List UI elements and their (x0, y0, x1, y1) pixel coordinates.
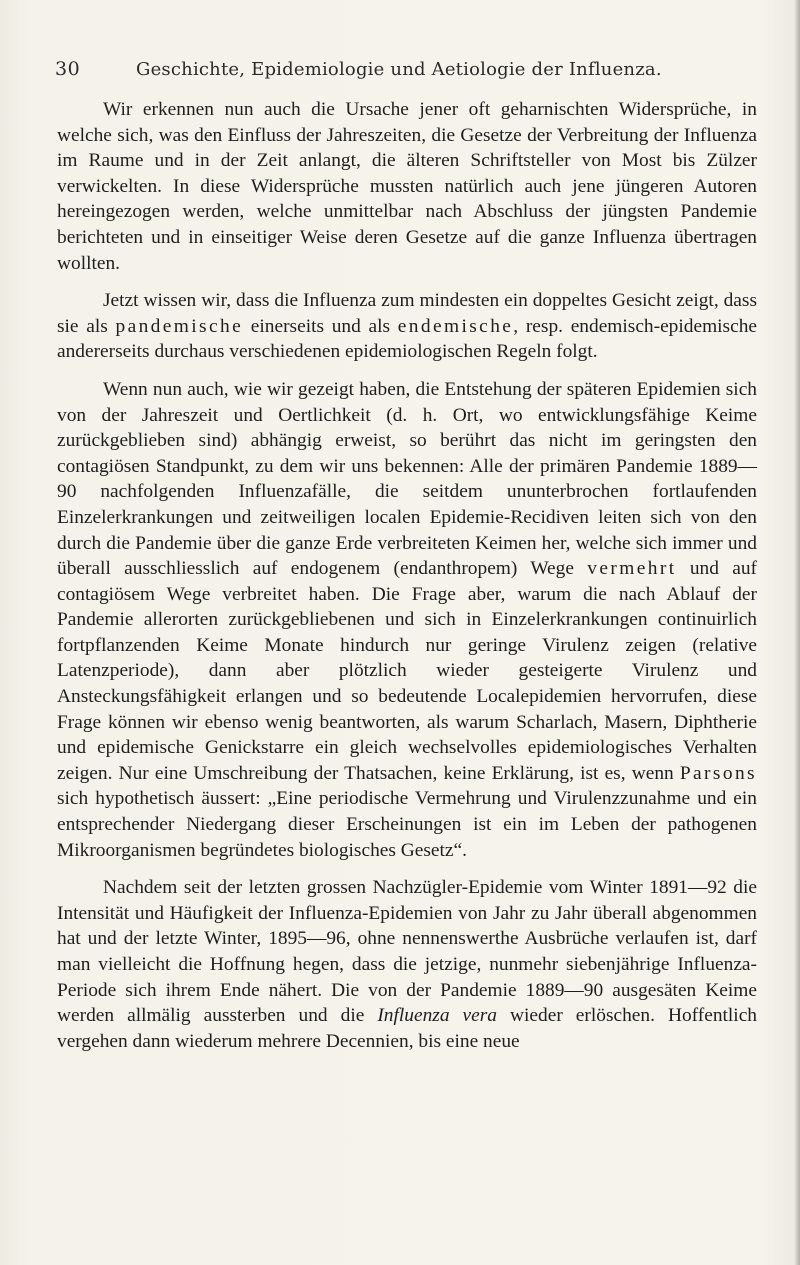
emphasis-vermehrt: vermehrt (587, 558, 677, 580)
paragraph-3-text-end: sich hypothetisch äussert: „Eine periodische Vermehrung und Virulenzzunahme und ein entsprechender Niedergang dieser Erscheinungen ist ein im Leben der pathogenen Mikroorganismen begründetes biologisches Gesetz“. (57, 788, 757, 861)
page-number: 30 (55, 58, 81, 80)
page-edge-shadow (794, 0, 800, 1265)
paragraph-1-text: Wir erkennen nun auch die Ursache jener oft geharnischten Widersprüche, in welche sich, was den Einfluss der Jahreszeiten, die Gesetze der Verbreitung der Influenza im Raume und in der Zeit anlangt, die älteren Schriftsteller von Most bis Zülzer verwickelten. In diese Widersprüche mussten natürlich auch jene jüngeren Autoren hereingezogen werden, welche unmittelbar nach Abschluss der jüngsten Pandemie berichteten und in einseitiger Weise deren Gesetze auf die ganze Influenza übertragen wollten. (57, 99, 757, 274)
emphasis-pandemische: pandemische (115, 315, 244, 337)
paragraph-2-text-start: Jetzt wissen wir, dass die Influenza zum mindesten ein doppeltes Gesicht zeigt, dass sie als (57, 290, 757, 337)
paragraph-3-text-start: Wenn nun auch, wie wir gezeigt haben, die Entstehung der späteren Epidemien sich von der Jahreszeit und Oertlichkeit (d. h. Ort, wo entwicklungsfähige Keime zurückgeblieben sind) abhängig erweist, so berührt das nicht im geringsten den contagiösen Standpunkt, zu dem wir uns bekennen: Alle der primären Pandemie 1889—90 nachfolgenden Influenzafälle, die seitdem ununterbrochen fortlaufenden Einzelerkrankungen und zeitweiligen localen Epidemie-Recidiven leiten sich von den durch die Pandemie über die ganze Erde verbreiteten Keimen her, welche sich immer und überall ausschliesslich auf endogenem (endanthropem) Wege (57, 378, 757, 580)
paragraph-4 (57, 875, 757, 1054)
emphasis-endemische: endemische (397, 315, 514, 337)
paragraph-4-text-end: wieder erlöschen. Hoffentlich vergehen dann wiederum mehrere Decennien, bis eine neue (57, 1005, 757, 1052)
author-name-parsons: Parsons (679, 762, 757, 784)
emphasis-influenza-vera: Influenza vera (377, 1005, 497, 1027)
paragraph-3 (57, 377, 757, 863)
paragraph-2 (57, 288, 757, 365)
running-title: Geschichte, Epidemiologie und Aetiologie der Influenza. (136, 59, 662, 80)
paragraph-2-text-end: , resp. endemisch-epidemische andererseits durchaus verschiedenen epidemiologischen Regeln folgt. (57, 315, 757, 363)
paragraph-2-text-middle: einerseits und als (243, 315, 398, 337)
paragraph-4-text-start: Nachdem seit der letzten grossen Nachzügler-Epidemie vom Winter 1891—92 die Intensität und Häufigkeit der Influenza-Epidemien von Jahr zu Jahr überall abgenommen hat und der letzte Winter, 1895—96, ohne nennenswerthe Ausbrüche verlaufen ist, darf man vielleicht die Hoffnung hegen, dass die jetzige, nunmehr siebenjährige Influenza-Periode sich ihrem Ende nähert. Die von der Pandemie 1889—90 ausgesäten Keime werden allmälig aussterben und die (57, 877, 757, 1027)
paragraph-3-text-middle: und auf contagiösem Wege verbreitet haben. Die Frage aber, warum die nach Ablauf der Pandemie allerorten zurückgebliebenen und sich in Einzelerkrankungen continuirlich fortpflanzenden Keime Monate hindurch nur geringe Virulenz zeigen (relative Latenzperiode), dann aber plötzlich wieder gesteigerte Virulenz und Ansteckungsfähigkeit erlangen und so bedeutende Localepidemien hervorrufen, diese Frage können wir ebenso wenig beantworten, als warum Scharlach, Masern, Diphtherie und epidemische Genickstarre ein gleich wechselvolles epidemiologisches Verhalten zeigen. Nur eine Umschreibung der Thatsachen, keine Erklärung, ist es, wenn (57, 558, 757, 784)
body-text (57, 97, 757, 1054)
page-header (55, 58, 755, 88)
paragraph-1 (57, 97, 757, 276)
